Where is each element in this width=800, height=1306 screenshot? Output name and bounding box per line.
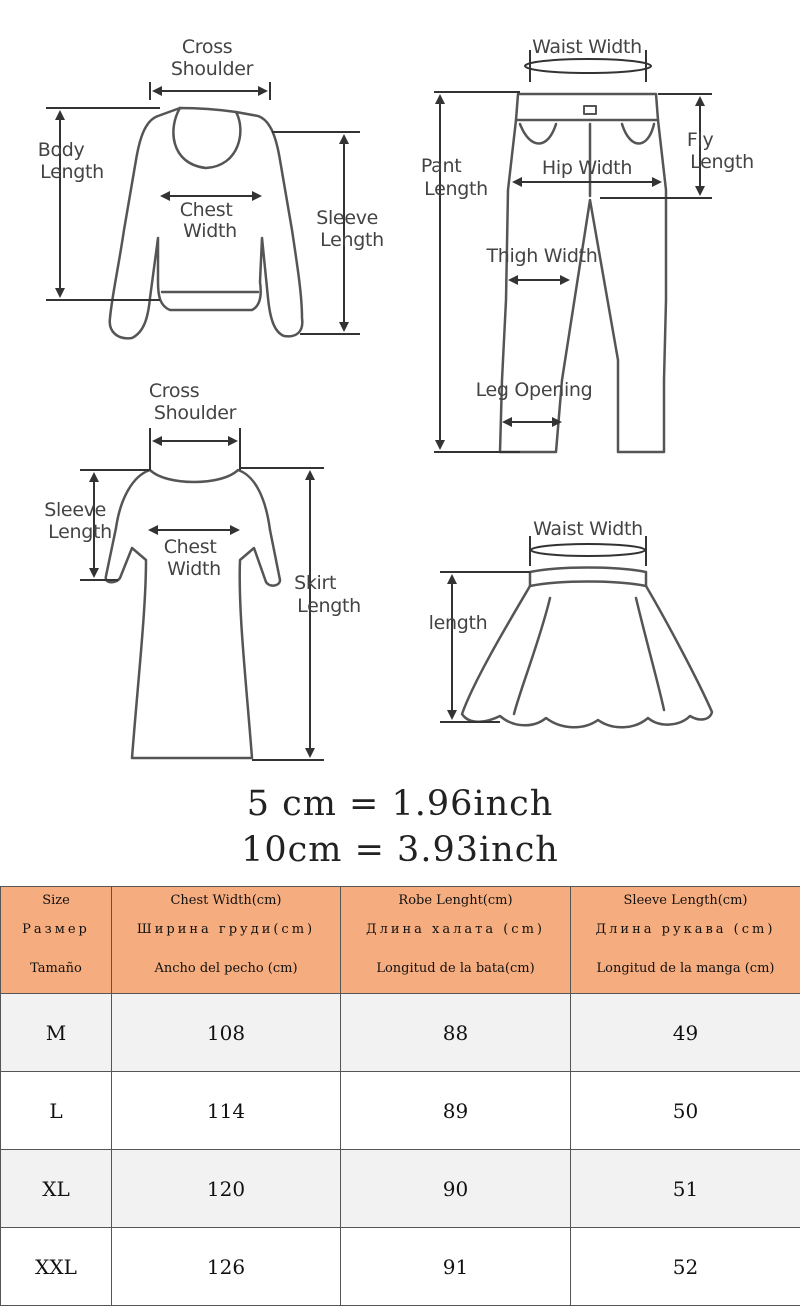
skirt-length-label: length [429, 612, 488, 634]
pants-pant-length-label: Pant Length [421, 155, 488, 200]
chest-width-cell: 120 [112, 1150, 341, 1228]
size-table [0, 886, 800, 1306]
skirt-diagram [462, 568, 712, 728]
top-body-length-label: Body Length [38, 139, 104, 183]
sleeve-length-cell: 49 [571, 994, 800, 1072]
sleeve-length-cell: 50 [571, 1072, 800, 1150]
table-row [1, 1228, 800, 1306]
sleeve-length-cell: 52 [571, 1228, 800, 1306]
skirt-outline [462, 586, 712, 727]
size-cell: L [1, 1072, 112, 1150]
size-cell: M [1, 994, 112, 1072]
header-chest-width: Chest Width(cm) Ширина груди(cm) Ancho del pecho (cm) [112, 887, 341, 994]
chest-width-cell: 108 [112, 994, 341, 1072]
chest-width-cell: 114 [112, 1072, 341, 1150]
header-row [1, 887, 800, 994]
dress-skirt-length-label: Skirt Length [294, 572, 361, 617]
dress-sleeve-length-label: Sleeve Length [44, 499, 112, 543]
size-cell: XL [1, 1150, 112, 1228]
robe-length-cell: 88 [341, 994, 571, 1072]
pants-leg-opening-label: Leg Opening [476, 379, 593, 401]
dress-cross-shoulder-label: Cross Shoulder [149, 380, 237, 424]
dress-outline [106, 470, 280, 758]
robe-length-cell: 90 [341, 1150, 571, 1228]
header-size: Size Размер Tamaño [1, 887, 112, 994]
pants-waist-width-label: Waist Width [532, 36, 642, 58]
top-sleeve-length-label: Sleeve Length [316, 207, 384, 251]
robe-length-cell: 89 [341, 1072, 571, 1150]
table-row [1, 1072, 800, 1150]
size-cell: XXL [1, 1228, 112, 1306]
pants-thigh-width-label: Thigh Width [486, 245, 598, 267]
top-cross-shoulder-label: Cross Shoulder [171, 36, 254, 80]
top-chest-width-label: Chest Width [180, 199, 239, 242]
chest-width-cell: 126 [112, 1228, 341, 1306]
top-neckline [173, 108, 240, 168]
dress-chest-width-label: Chest Width [164, 536, 223, 580]
pants-hip-width-label: Hip Width [542, 157, 632, 179]
dress-arrows [80, 428, 324, 760]
sleeve-length-cell: 51 [571, 1150, 800, 1228]
header-robe-length: Robe Lenght(cm) Длина халата (cm) Longitud de la bata(cm) [341, 887, 571, 994]
table-row [1, 994, 800, 1072]
size-table-header [1, 887, 800, 994]
skirt-waist-width-label: Waist Width [533, 518, 643, 540]
conversion-line-2: 10cm = 3.93inch [0, 830, 800, 870]
dress-diagram [106, 470, 280, 758]
size-table-body [1, 994, 800, 1306]
skirt-fold-1 [514, 598, 550, 714]
pants-pocket-right [622, 124, 654, 144]
pants-pocket-left [520, 124, 556, 144]
pants-fly-length-label: Fly Length [687, 129, 754, 173]
skirt-fold-2 [636, 598, 664, 710]
robe-length-cell: 91 [341, 1228, 571, 1306]
skirt-waistband [530, 568, 646, 587]
header-sleeve-length: Sleeve Length(cm) Длина рукава (cm) Longitud de la manga (cm) [571, 887, 800, 994]
conversion-line-1: 5 cm = 1.96inch [0, 784, 800, 824]
table-row [1, 1150, 800, 1228]
